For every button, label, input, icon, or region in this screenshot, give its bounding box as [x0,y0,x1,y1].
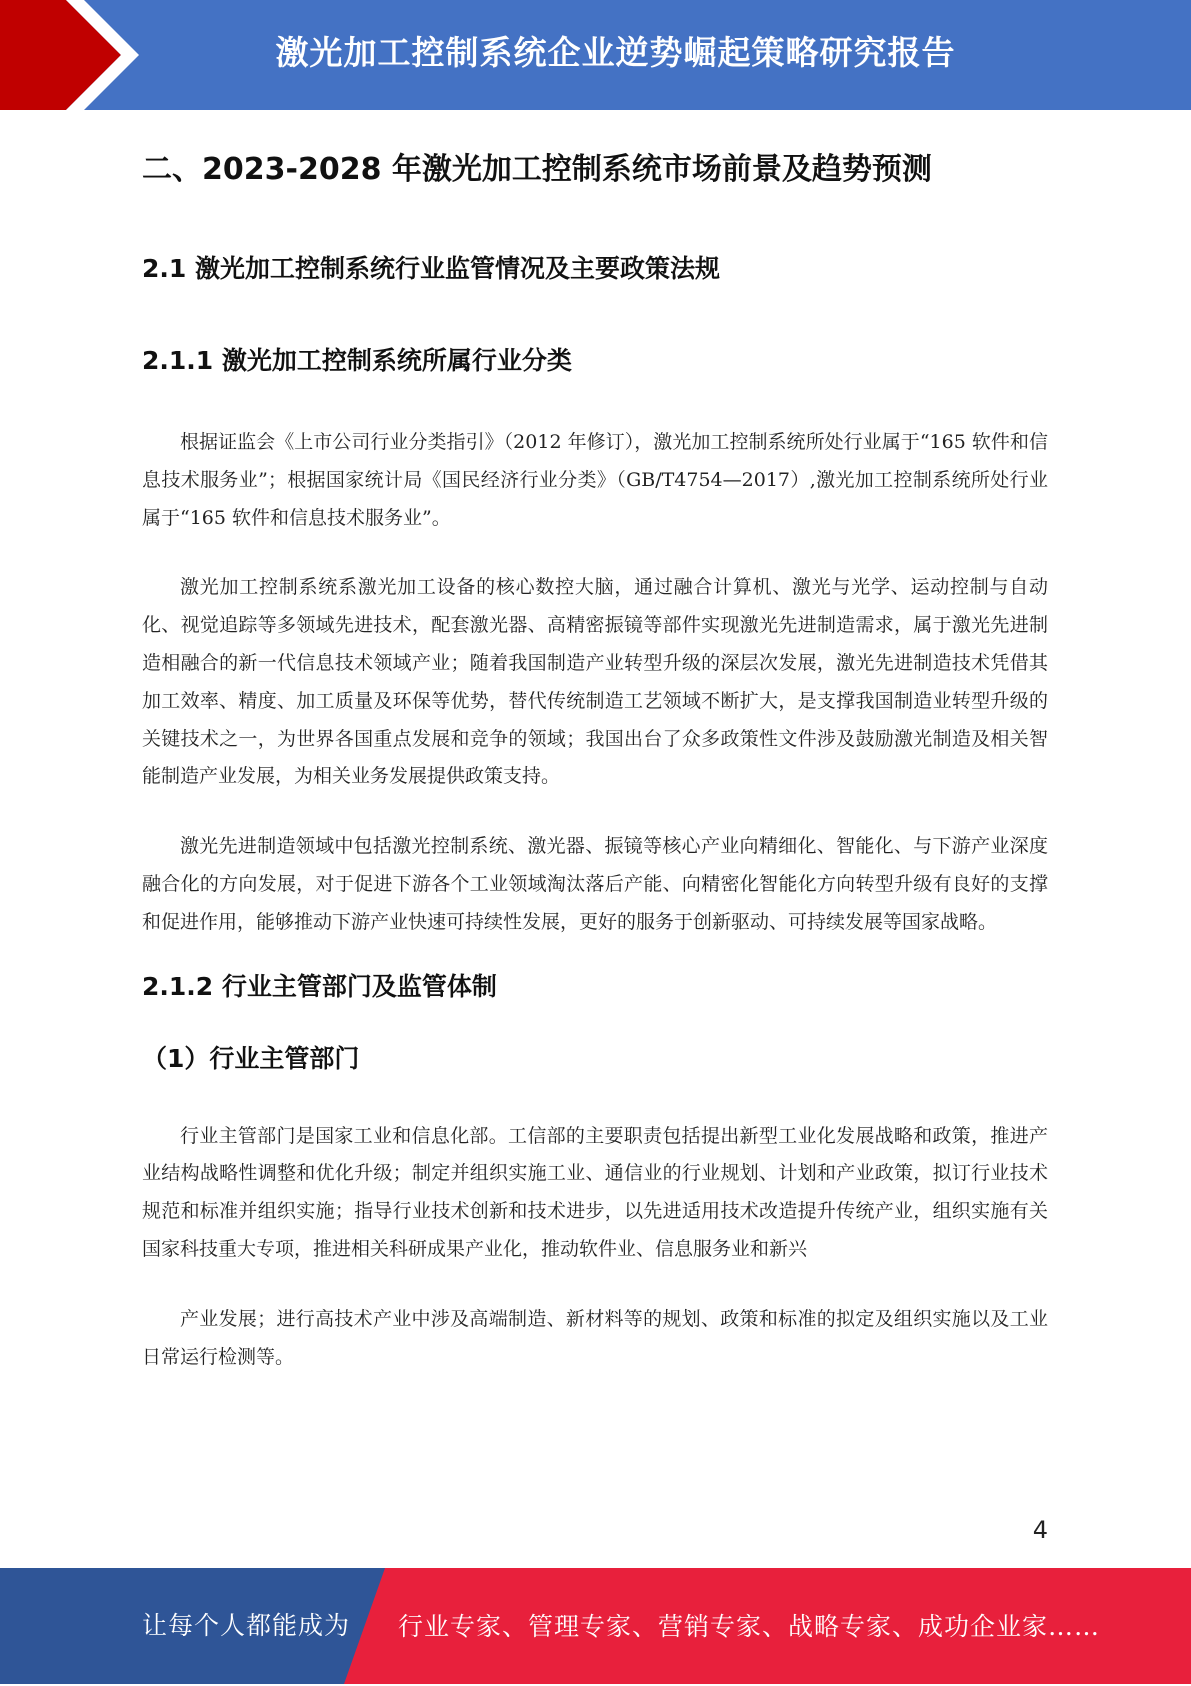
section-heading-2-1: 2.1 激光加工控制系统行业监管情况及主要政策法规 [142,254,720,283]
header-arrow-decoration [0,0,160,110]
section-heading-2-1-1: 2.1.1 激光加工控制系统所属行业分类 [142,346,572,375]
footer-slogan-left: 让每个人都能成为 [142,1611,351,1640]
footer-slogan-right: 行业专家、管理专家、营销专家、战略专家、成功企业家…… [398,1612,1101,1641]
subsection-heading: （1）行业主管部门 [142,1043,360,1073]
document-body [142,130,1048,1376]
chapter-title: 二、2023-2028 年激光加工控制系统市场前景及趋势预测 [142,152,932,187]
section-heading-2-1-2: 2.1.2 行业主管部门及监管体制 [142,971,497,1001]
paragraph: 激光加工控制系统系激光加工设备的核心数控大脑，通过融合计算机、激光与光学、运动控制与自动化、视觉追踪等多领域先进技术，配套激光器、高精密振镜等部件实现激光先进制造需求，属于激光先进制造相融合的新一代信息技术领域产业；随着我国制造产业转型升级的深层次发展，激光先进制造技术凭借其加工效率、精度、加工质量及环保等优势，替代传统制造工艺领域不断扩大，是支撑我国制造业转型升级的关键技术之一，为世界各国重点发展和竞争的领域；我国出台了众多政策性文件涉及鼓励激光制造及相关智能制造产业发展，为相关业务发展提供政策支持。 [142,576,1048,788]
page-number: 4 [1032,1516,1048,1544]
page-header [0,0,1191,110]
page-footer [0,1568,1191,1684]
paragraph: 行业主管部门是国家工业和信息化部。工信部的主要职责包括提出新型工业化发展战略和政策，推进产业结构战略性调整和优化升级；制定并组织实施工业、通信业的行业规划、计划和产业政策，拟订行业技术规范和标准并组织实施；指导行业技术创新和技术进步，以先进适用技术改造提升传统产业，组织实施有关国家科技重大专项，推进相关科研成果产业化，推动软件业、信息服务业和新兴 [142,1124,1048,1260]
paragraph: 激光先进制造领域中包括激光控制系统、激光器、振镜等核心产业向精细化、智能化、与下游产业深度融合化的方向发展，对于促进下游各个工业领域淘汰落后产能、向精密化智能化方向转型升级有良好的支撑和促进作用，能够推动下游产业快速可持续性发展，更好的服务于创新驱动、可持续发展等国家战略。 [142,835,1048,933]
report-title: 激光加工控制系统企业逆势崛起策略研究报告 [275,33,956,72]
paragraph: 产业发展；进行高技术产业中涉及高端制造、新材料等的规划、政策和标准的拟定及组织实施以及工业日常运行检测等。 [142,1307,1048,1368]
paragraph: 根据证监会《上市公司行业分类指引》（2012 年修订），激光加工控制系统所处行业属于“165 软件和信息技术服务业”；根据国家统计局《国民经济行业分类》（GB/T4754—2017）,激光加工控制系统所处行业属于“165 软件和信息技术服务业”。 [142,431,1048,529]
